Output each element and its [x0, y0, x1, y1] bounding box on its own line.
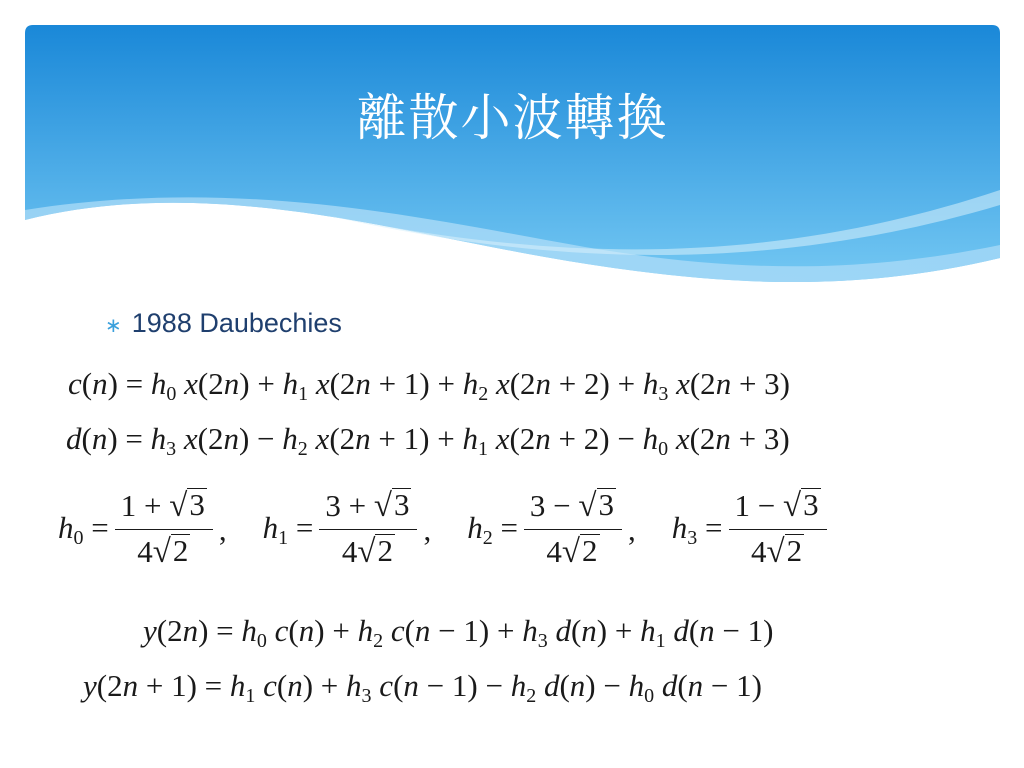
frac-h2: 3 − √ 3 4 √ 2: [524, 488, 622, 571]
title-banner: [25, 25, 1000, 285]
filter-coefficients: $h_0$ = 1 + √ 3 4 √ 2 , $h_1$ = 3 + √ 3 4 √ 2 , $h_2$ = 3 − √ 3 4 √ 2 , $h_3$ = 1 − √ 3 4 √ 2: [58, 488, 833, 571]
equation-d: $d(n) = h_3$ $x(2n) - h_2$ $x(2n + 1) + h_1$ $x(2n + 2) - h_0$ x(2n + 3): [66, 421, 790, 460]
frac-h1: 3 + √ 3 4 √ 2: [319, 488, 417, 571]
coef-h3: $h_3$ =: [671, 509, 723, 549]
equation-y-odd: $y(2n + 1) = h_1$ $c(n) + h_3$ $c(n - 1) - h_2$ $d(n) - h_0$ d(n − 1): [83, 668, 762, 707]
bullet-text: 1988 Daubechies: [131, 308, 342, 338]
frac-h3: 1 − √ 3 4 √ 2: [729, 488, 827, 571]
equation-y-even: $y(2n) = h_0$ $c(n) + h_2$ $c(n - 1) + h_3$ $d(n) + h_1$ d(n − 1): [143, 613, 774, 652]
coef-h0: $h_0$ =: [58, 509, 109, 549]
frac-h0: 1 + √ 3 4 √ 2: [115, 488, 213, 571]
equation-c: $c(n) = h_0$ $x(2n) + h_1$ $x(2n + 1) + h_2$ $x(2n + 2) + h_3$ x(2n + 3): [68, 366, 790, 405]
bullet-marker-icon: ∗: [105, 313, 122, 337]
coef-h2: $h_2$ =: [467, 509, 518, 549]
slide-title: 離散小波轉換: [356, 89, 669, 147]
bullet-item: [105, 308, 342, 339]
coef-h1: $h_1$ =: [262, 509, 314, 549]
